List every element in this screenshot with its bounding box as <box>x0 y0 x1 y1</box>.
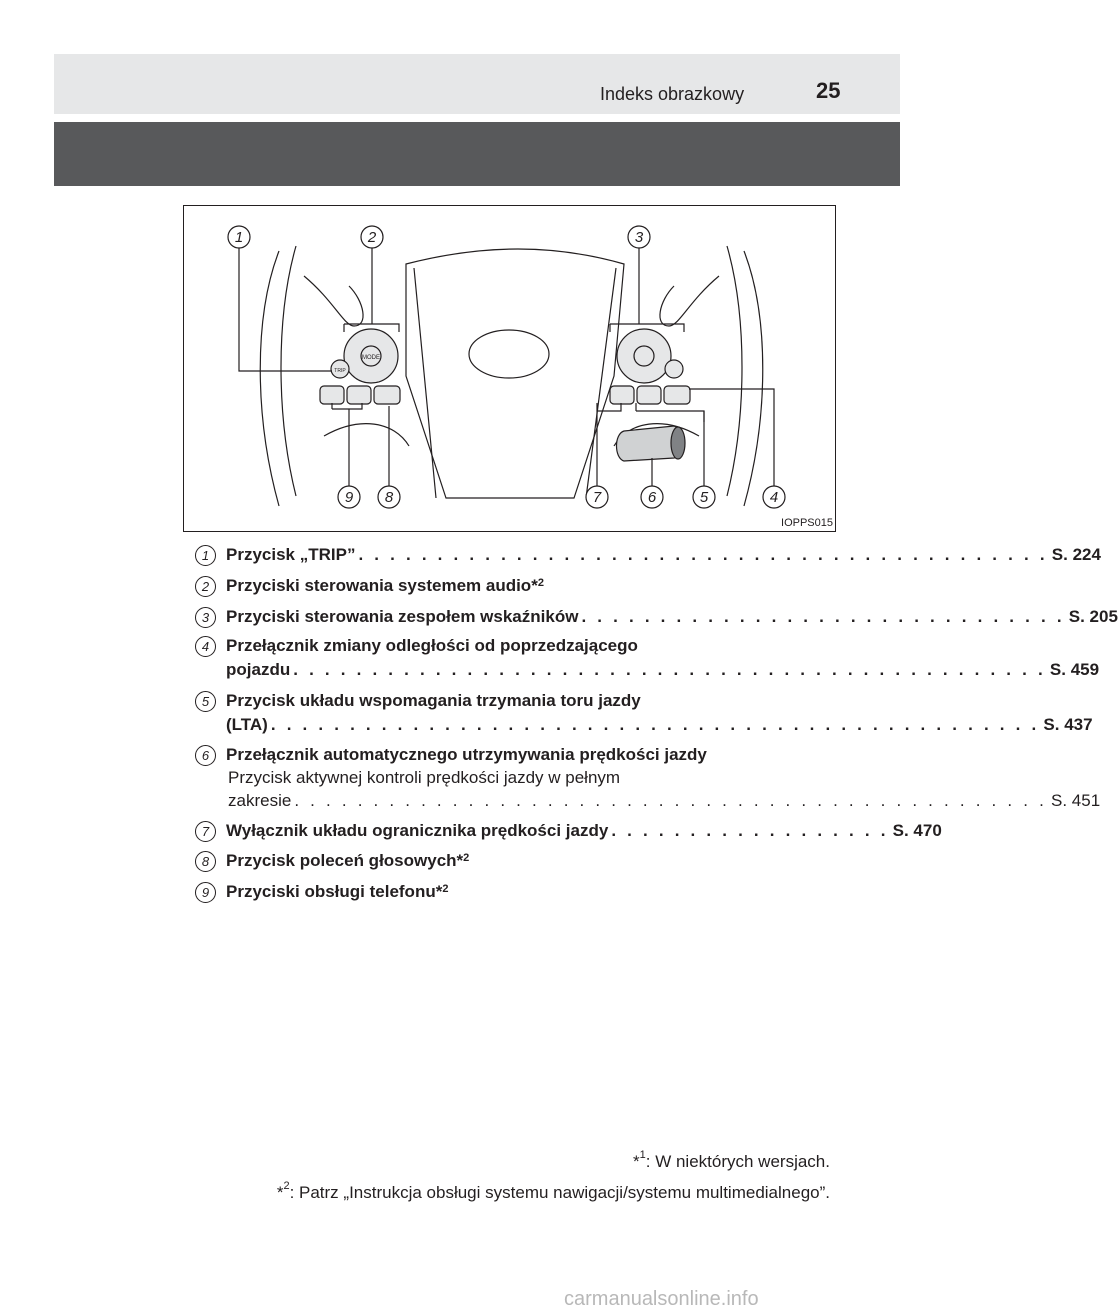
header-title: Indeks obrazkowy <box>600 84 745 104</box>
item-number: 6 <box>195 745 216 766</box>
item-label: Przyciski sterowania zespołem wskaźników <box>226 607 579 626</box>
item-number: 2 <box>195 576 216 597</box>
item-sub-label: Przycisk aktywnej kontroli prędkości jazdy w pełnym <box>228 768 621 787</box>
footnote-2: *$^2$: Patrz „Instrukcja obsługi systemu nawigacji/systemu multimedialnego”. <box>276 1180 830 1202</box>
item-sub-label-cont: zakresie <box>228 791 292 810</box>
item-number: 4 <box>195 636 216 657</box>
leader-dots: . . . . . . . . . . . . . . . . . . . . . . . . . . . . . . . <box>581 607 1065 626</box>
leader-dots: . . . . . . . . . . . . . . . . . . . . . . . . . . . . . . . . . . . . . . . . . . . . . . . . . <box>270 715 1040 734</box>
leader-dots: . . . . . . . . . . . . . . . . . . <box>611 821 889 840</box>
page-number: 25 <box>816 78 841 103</box>
header-band <box>54 54 900 114</box>
callout-8: 8 <box>384 489 394 506</box>
item-label-cont: (LTA) <box>226 715 268 734</box>
page-reference: S. 205 <box>1068 607 1118 626</box>
callout-2: 2 <box>367 229 377 246</box>
leader-dots: . . . . . . . . . . . . . . . . . . . . . . . . . . . . . . . . . . . . . . . . . . . . . . . . <box>294 791 1048 810</box>
item-number: 7 <box>195 821 216 842</box>
page-reference: S. 451 <box>1051 791 1101 810</box>
list-item <box>195 574 805 600</box>
callout-9: 9 <box>344 489 354 506</box>
footnote-mark: 2 <box>463 852 470 864</box>
leader-dots: . . . . . . . . . . . . . . . . . . . . . . . . . . . . . . . . . . . . . . . . . . . . . . . . <box>293 660 1046 679</box>
list-item <box>195 743 1101 815</box>
page-reference: S. 470 <box>892 821 942 840</box>
callout-6: 6 <box>647 489 657 506</box>
item-label: Przycisk układu wspomagania trzymania toru jazdy <box>226 691 641 710</box>
list-item <box>195 543 1101 569</box>
item-label: Przycisk „TRIP” <box>226 545 356 564</box>
callout-4: 4 <box>769 489 779 506</box>
item-label: Przycisk poleceń głosowych* <box>226 851 464 870</box>
list-item <box>195 689 1093 739</box>
footnote-1: *$^1$: W niektórych wersjach. <box>633 1149 830 1171</box>
section-bar <box>54 122 900 186</box>
item-number: 3 <box>195 607 216 628</box>
item-label: Przełącznik zmiany odległości od poprzedzającego <box>226 636 638 655</box>
item-label: Przyciski sterowania systemem audio* <box>226 576 538 595</box>
item-number: 8 <box>195 851 216 872</box>
figure-code: IOPPS015 <box>781 517 833 529</box>
item-label: Wyłącznik układu ogranicznika prędkości jazdy <box>226 821 609 840</box>
list-item <box>195 819 942 845</box>
callout-7: 7 <box>592 489 602 506</box>
item-label-cont: pojazdu <box>226 660 291 679</box>
svg-text:MODE: MODE <box>362 355 380 361</box>
page-reference: S. 459 <box>1049 660 1100 679</box>
item-label: Przyciski obsługi telefonu* <box>226 882 443 901</box>
footnote-mark: 2 <box>442 883 449 895</box>
callout-5: 5 <box>699 489 709 506</box>
item-number: 9 <box>195 882 216 903</box>
svg-text:TRIP: TRIP <box>334 368 346 374</box>
footnote-mark: 2 <box>537 577 544 589</box>
page-reference: S. 437 <box>1043 715 1093 734</box>
steering-wheel-figure <box>183 205 836 532</box>
callout-1: 1 <box>234 229 244 246</box>
item-label: Przełącznik automatycznego utrzymywania prędkości jazdy <box>226 745 707 764</box>
item-number: 5 <box>195 691 216 712</box>
item-number: 1 <box>195 545 216 566</box>
watermark: carmanualsonline.info <box>564 1288 759 1310</box>
list-item <box>195 849 805 875</box>
leader-dots: . . . . . . . . . . . . . . . . . . . . . . . . . . . . . . . . . . . . . . . . . . . . <box>358 545 1048 564</box>
list-item <box>195 634 1100 684</box>
steering-wheel-illustration <box>184 206 835 531</box>
list-item <box>195 605 1118 631</box>
callout-3: 3 <box>634 229 644 246</box>
list-item <box>195 880 805 906</box>
page-reference: S. 224 <box>1051 545 1101 564</box>
